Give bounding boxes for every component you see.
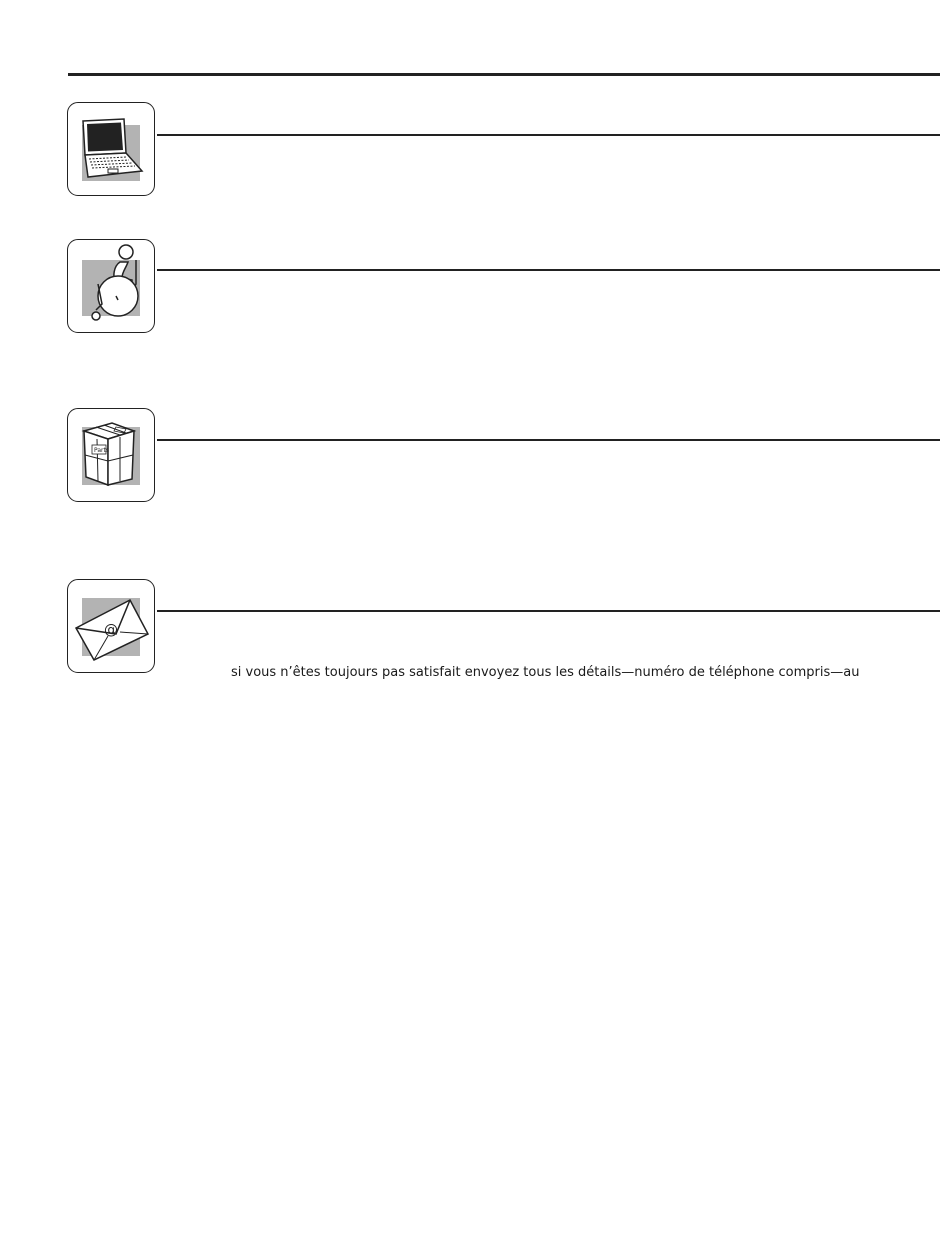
laptop-icon-box <box>67 102 155 196</box>
section-rule-accessibility <box>157 269 940 271</box>
at-sign-icon: @ <box>104 622 118 638</box>
email-envelope-icon-box <box>67 579 155 673</box>
contact-note: si vous n’êtes toujours pas satisfait envoyez tous les détails—numéro de téléphone compris—au <box>231 665 860 680</box>
section-rule-parts <box>157 439 940 441</box>
laptop-icon <box>68 103 155 196</box>
section-rule-contact <box>157 610 940 612</box>
wheelchair-icon-box <box>67 239 155 333</box>
parts-box-icon-box <box>67 408 155 502</box>
parts-box-icon-label: Parts <box>94 447 109 454</box>
wheelchair-icon <box>68 240 155 333</box>
parts-box-icon <box>68 409 155 502</box>
page-top-rule <box>68 73 940 76</box>
email-envelope-icon <box>68 580 155 673</box>
section-rule-online <box>157 134 940 136</box>
